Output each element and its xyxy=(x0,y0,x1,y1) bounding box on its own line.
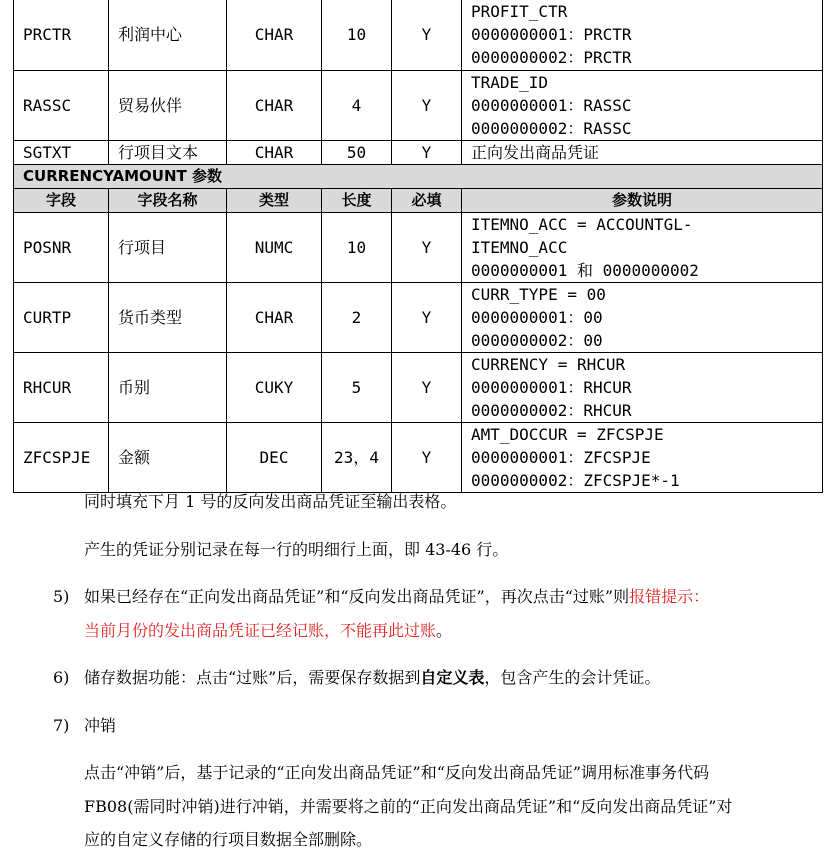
item-text: 如果已经存在“正向发出商品凭证”和“反向发出商品凭证”，再次点击“过账”则 xyxy=(84,587,630,606)
list-item-text xyxy=(84,585,709,608)
description-cell xyxy=(462,0,823,71)
table-row xyxy=(14,353,823,423)
error-prompt-message: 当前月份的发出商品凭证已经记账，不能再此过账 xyxy=(84,621,437,640)
column-header: 字段 xyxy=(14,189,109,213)
field-name-cell: 行项目 xyxy=(109,213,227,283)
description-line: 0000000002：RASSC xyxy=(471,119,632,138)
list-item-continuation xyxy=(84,619,452,642)
field-cell: PRCTR xyxy=(14,0,109,71)
column-header: 字段名称 xyxy=(109,189,227,213)
paragraph-line: 应的自定义存储的行项目数据全部删除。 xyxy=(84,830,373,849)
description-cell xyxy=(462,71,823,141)
field-name-cell: 金额 xyxy=(109,423,227,493)
error-prompt-label: 报错提示： xyxy=(629,587,710,606)
description-line: 0000000002：ZFCSPJE*-1 xyxy=(471,471,680,490)
description-cell xyxy=(462,353,823,423)
list-number: 5) xyxy=(53,587,70,606)
length-cell: 50 xyxy=(322,141,392,165)
required-cell: Y xyxy=(392,283,462,353)
list-item-text xyxy=(84,666,660,689)
paragraph: 产生的凭证分别记录在每一行的明细行上面，即 43-46 行。 xyxy=(84,540,509,559)
description-line: 0000000001：RHCUR xyxy=(471,378,632,397)
emphasis-text: 自定义表 xyxy=(420,668,485,687)
table-row xyxy=(14,141,823,165)
section-header-row xyxy=(14,165,823,189)
table-row xyxy=(14,213,823,283)
field-cell: ZFCSPJE xyxy=(14,423,109,493)
table-row xyxy=(14,71,823,141)
description-line: 0000000001：RASSC xyxy=(471,96,632,115)
type-cell: NUMC xyxy=(227,213,322,283)
description-line: 0000000001：ZFCSPJE xyxy=(471,448,651,467)
type-cell: CUKY xyxy=(227,353,322,423)
description-line: ITEMNO_ACC = ACCOUNTGL- xyxy=(471,215,693,234)
type-cell: CHAR xyxy=(227,283,322,353)
column-header: 类型 xyxy=(227,189,322,213)
description-line: CURRENCY = RHCUR xyxy=(471,355,626,374)
type-cell: CHAR xyxy=(227,141,322,165)
required-cell: Y xyxy=(392,0,462,71)
item-text: ，包含产生的会计凭证。 xyxy=(484,668,661,687)
item-text: 储存数据功能：点击“过账”后，需要保存数据到 xyxy=(84,668,421,687)
description-cell xyxy=(462,213,823,283)
list-item-text: 冲销 xyxy=(84,716,117,735)
length-cell: 5 xyxy=(322,353,392,423)
length-cell: 10 xyxy=(322,0,392,71)
field-name-cell: 币别 xyxy=(109,353,227,423)
table-row xyxy=(14,283,823,353)
description-line: PROFIT_CTR xyxy=(471,2,568,21)
description-line: 0000000001：00 xyxy=(471,308,603,327)
description-cell xyxy=(462,423,823,493)
length-cell: 4 xyxy=(322,71,392,141)
required-cell: Y xyxy=(392,213,462,283)
column-header: 必填 xyxy=(392,189,462,213)
item-text: 。 xyxy=(436,621,453,640)
parameter-table xyxy=(13,0,823,493)
length-cell: 23，4 xyxy=(322,423,392,493)
description-line: TRADE_ID xyxy=(471,73,549,92)
field-cell: POSNR xyxy=(14,213,109,283)
length-cell: 10 xyxy=(322,213,392,283)
paragraph: 同时填充下月 1 号的反向发出商品凭证至输出表格。 xyxy=(84,492,457,511)
description-line: 0000000002：PRCTR xyxy=(471,48,632,67)
list-number: 6) xyxy=(53,668,70,687)
field-name-cell: 货币类型 xyxy=(109,283,227,353)
description-cell xyxy=(462,141,823,165)
description-line: AMT_DOCCUR = ZFCSPJE xyxy=(471,425,664,444)
table-row xyxy=(14,423,823,493)
paragraph-line: 点击“冲销”后，基于记录的“正向发出商品凭证”和“反向发出商品凭证”调用标准事务代码 xyxy=(84,763,710,782)
description-line: 0000000001 和 0000000002 xyxy=(471,261,699,280)
table-row xyxy=(14,0,823,71)
description-line: CURR_TYPE = 00 xyxy=(471,285,606,304)
field-cell: SGTXT xyxy=(14,141,109,165)
required-cell: Y xyxy=(392,353,462,423)
required-cell: Y xyxy=(392,423,462,493)
description-line: 0000000001：PRCTR xyxy=(471,25,632,44)
field-cell: RASSC xyxy=(14,71,109,141)
field-name-cell: 行项目文本 xyxy=(109,141,227,165)
field-cell: RHCUR xyxy=(14,353,109,423)
description-line: 0000000002：00 xyxy=(471,331,603,350)
field-name-cell: 利润中心 xyxy=(109,0,227,71)
section-title: CURRENCYAMOUNT 参数 xyxy=(14,165,823,189)
required-cell: Y xyxy=(392,71,462,141)
description-line: 正向发出商品凭证 xyxy=(471,143,600,162)
description-line: ITEMNO_ACC xyxy=(471,238,568,257)
field-cell: CURTP xyxy=(14,283,109,353)
type-cell: CHAR xyxy=(227,71,322,141)
length-cell: 2 xyxy=(322,283,392,353)
type-cell: DEC xyxy=(227,423,322,493)
column-header: 长度 xyxy=(322,189,392,213)
list-number: 7) xyxy=(53,716,70,735)
description-cell xyxy=(462,283,823,353)
column-header-row xyxy=(14,189,823,213)
column-header: 参数说明 xyxy=(462,189,823,213)
description-line: 0000000002：RHCUR xyxy=(471,401,632,420)
required-cell: Y xyxy=(392,141,462,165)
paragraph-line: FB08(需同时冲销)进行冲销，并需要将之前的“正向发出商品凭证”和“反向发出商品凭证”对 xyxy=(84,797,733,816)
field-name-cell: 贸易伙伴 xyxy=(109,71,227,141)
type-cell: CHAR xyxy=(227,0,322,71)
